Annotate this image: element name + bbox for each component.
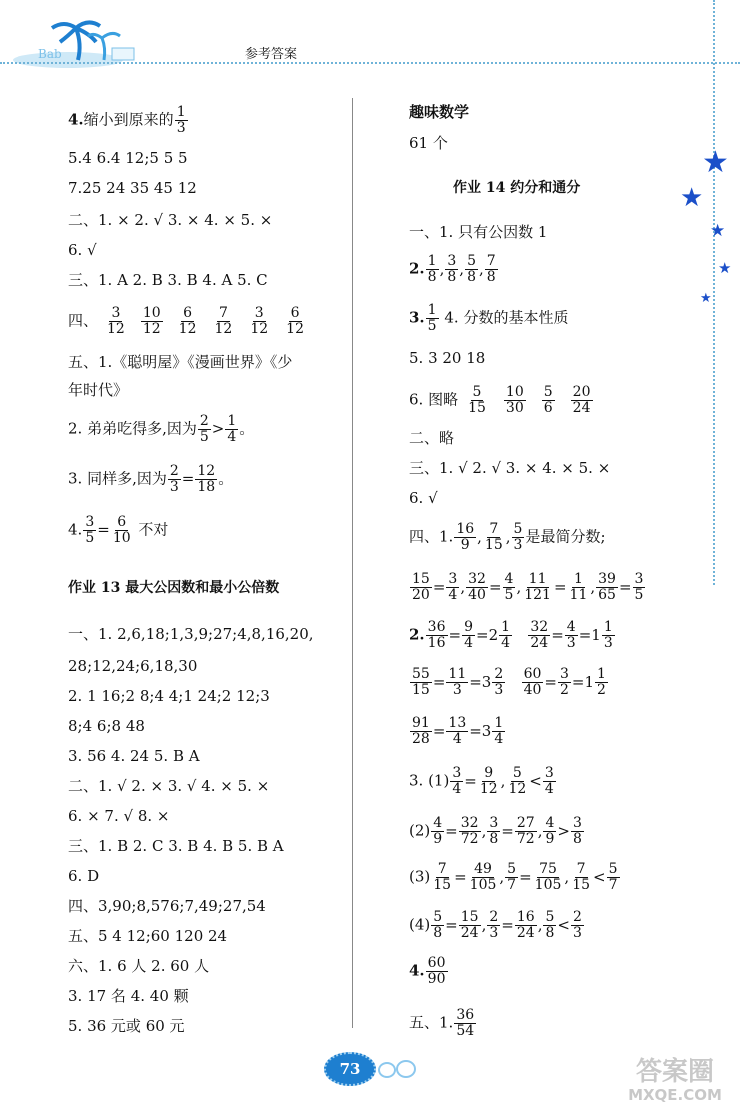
answer-line: 三、1. B 2. C 3. B 4. B 5. B A xyxy=(68,837,284,855)
answer-line: 4.缩小到原来的 $\frac{1}{3}$ xyxy=(68,104,186,136)
fraction: $\frac{10}{12}$ xyxy=(142,305,161,337)
answer-line: 5.4 6.4 12;5 5 5 xyxy=(68,149,188,167)
fraction: $\frac{5}{3}$ xyxy=(513,521,523,553)
fraction: $\frac{3}{5}$ xyxy=(634,571,644,603)
star-icon: ★ xyxy=(702,145,729,180)
watermark-url: MXQE.COM xyxy=(628,1086,722,1104)
svg-text:Bab: Bab xyxy=(38,47,62,61)
fraction: $\frac{3}{12}$ xyxy=(250,305,269,337)
fraction: $\frac{7}{15}$ xyxy=(572,861,591,893)
fraction: $\frac{6}{12}$ xyxy=(286,305,304,337)
answer-line: 四、3,90;8,576;7,49;27,54 xyxy=(68,897,266,915)
section-heading: 作业 13 最大公因数和最小公倍数 xyxy=(68,580,280,596)
answer-line: 一、1. 2,6,18;1,3,9;27;4,8,16,20, xyxy=(68,625,314,643)
fraction: $\frac{4}{9}$ xyxy=(545,815,555,847)
answer-line: 三、1. √ 2. √ 3. × 4. × 5. × xyxy=(409,459,611,477)
fraction: $\frac{16}{9}$ xyxy=(456,521,475,553)
fraction: $\frac{55}{15}$ xyxy=(412,666,430,698)
fraction: $\frac{9}{12}$ xyxy=(479,765,498,797)
fraction: $\frac{5}{8}$ xyxy=(433,909,443,941)
star-icon: ★ xyxy=(718,259,732,277)
fraction: $\frac{7}{15}$ xyxy=(433,861,452,893)
answer-line: 三、1. A 2. B 3. B 4. A 5. C xyxy=(68,271,268,289)
answer-line: 2. $\frac{1}{8}$ , $\frac{3}{8}$ , $\frac{5}{8}$ , $\frac{7}{8}$ xyxy=(409,253,496,285)
answer-line: 6. 图略 $\frac{5}{15}$ $\frac{10}{30}$ $\frac{5}{6}$ $\frac{20}{24}$ xyxy=(409,384,591,416)
fraction: $\frac{1}{4}$ xyxy=(494,715,504,747)
fraction: $\frac{15}{20}$ xyxy=(412,571,430,603)
fraction: $\frac{5}{6}$ xyxy=(543,384,553,416)
star-icon: ★ xyxy=(710,221,726,241)
fraction: $\frac{4}{3}$ xyxy=(566,619,576,651)
answer-line: 五、1. $\frac{36}{54}$ xyxy=(409,1007,475,1039)
answer-line: 2. 1 16;2 8;4 4;1 24;2 12;3 xyxy=(68,687,270,705)
fraction: $\frac{5}{12}$ xyxy=(508,765,527,797)
fraction: $\frac{11}{3}$ xyxy=(448,666,467,698)
answer-line: 3. $\frac{1}{5}$ 4. 分数的基本性质 xyxy=(409,302,569,334)
answer-line: (4) $\frac{5}{8}$ = $\frac{15}{24}$ , $\frac{2}{3}$ = $\frac{16}{24}$ , $\frac{5}{8}$ < $\frac{2}{3}$ xyxy=(409,909,582,941)
section-heading: 作业 14 约分和通分 xyxy=(453,180,581,196)
section-heading: 趣味数学 xyxy=(409,103,470,121)
answer-line: 4. $\frac{3}{5}$ = $\frac{6}{10}$ 不对 xyxy=(68,514,169,546)
answer-line: 四、 $\frac{3}{12}$ $\frac{10}{12}$ $\frac{6}{12}$ $\frac{7}{12}$ $\frac{3}{12}$ $\frac{6}{12}$ xyxy=(68,305,304,337)
star-icon: ★ xyxy=(700,291,712,306)
answer-line: 7.25 24 35 45 12 xyxy=(68,179,197,197)
answer-line: 3. 17 名 4. 40 颗 xyxy=(68,987,189,1005)
answer-line: 5. 36 元或 60 元 xyxy=(68,1017,185,1035)
fraction: $\frac{32}{72}$ xyxy=(460,815,479,847)
fraction: $\frac{1}{4}$ xyxy=(501,619,511,651)
answer-line: 6. √ xyxy=(68,241,97,259)
fraction: $\frac{36}{16}$ xyxy=(427,619,446,651)
answer-line: (3) $\frac{7}{15}$ = $\frac{49}{105}$ , $\frac{5}{7}$ = $\frac{75}{105}$ , $\frac{7}{15}$ < $\frac{5}{7}$ xyxy=(409,861,618,893)
answer-line: 8;4 6;8 48 xyxy=(68,717,145,735)
fraction: $\frac{32}{40}$ xyxy=(468,571,486,603)
fraction: $\frac{2}{3}$ xyxy=(489,909,499,941)
fraction: $\frac{5}{15}$ xyxy=(468,384,486,416)
fraction: $\frac{3}{4}$ xyxy=(544,765,554,797)
fraction: $\frac{11}{121}$ xyxy=(524,571,551,603)
fraction: $\frac{3}{4}$ xyxy=(448,571,458,603)
answer-line: 四、1. $\frac{16}{9}$ , $\frac{7}{15}$ , $\frac{5}{3}$ 是最简分数; xyxy=(409,521,606,553)
fraction: $\frac{3}{8}$ xyxy=(489,815,499,847)
answer-line: $\frac{55}{15}$ = $\frac{11}{3}$ =3 $\frac{2}{3}$ $\frac{60}{40}$ = $\frac{3}{2}$ =1 $\frac{1}{2}$ xyxy=(412,666,606,698)
star-icon: ★ xyxy=(680,183,704,213)
fraction: $\frac{2}{3}$ xyxy=(494,666,504,698)
answer-line: 五、5 4 12;60 120 24 xyxy=(68,927,228,945)
answer-line: 3. 56 4. 24 5. B A xyxy=(68,747,200,765)
fraction: $\frac{39}{65}$ xyxy=(598,571,616,603)
answer-line: 5. 3 20 18 xyxy=(409,349,486,367)
answer-line: 五、1.《聪明屋》《漫画世界》《少 xyxy=(68,353,293,371)
answer-line: 6. √ xyxy=(409,489,438,507)
fraction: $\frac{3}{12}$ xyxy=(107,305,125,337)
fraction: $\frac{1}{11}$ xyxy=(569,571,588,603)
answer-line: 6. × 7. √ 8. × xyxy=(68,807,170,825)
fraction: $\frac{20}{24}$ xyxy=(572,384,591,416)
answer-line: 二、1. √ 2. × 3. √ 4. × 5. × xyxy=(68,777,270,795)
answer-line: 2. 弟弟吃得多,因为 $\frac{2}{5}$ > $\frac{1}{4}$ 。 xyxy=(68,413,255,445)
fraction: $\frac{2}{3}$ xyxy=(572,909,582,941)
fraction: $\frac{5}{8}$ xyxy=(467,253,476,285)
answer-line: 28;12,24;6,18,30 xyxy=(68,657,198,675)
answer-line: 六、1. 6 人 2. 60 人 xyxy=(68,957,210,975)
fraction: $\frac{10}{30}$ xyxy=(505,384,524,416)
fraction: $\frac{13}{4}$ xyxy=(448,715,467,747)
header-rule xyxy=(0,62,740,64)
star-decoration xyxy=(680,145,740,315)
answer-line: 二、略 xyxy=(409,429,455,447)
fraction: $\frac{32}{24}$ xyxy=(530,619,549,651)
fraction: $\frac{16}{24}$ xyxy=(516,909,535,941)
answer-line: 2. $\frac{36}{16}$ = $\frac{9}{4}$ =2 $\frac{1}{4}$ $\frac{32}{24}$ = $\frac{4}{3}$ =1 $\frac{1}{3}$ xyxy=(409,619,613,651)
page-number: 73 xyxy=(339,1060,361,1078)
fraction: $\frac{7}{8}$ xyxy=(486,253,496,285)
answer-line: 6. D xyxy=(68,867,100,885)
fraction: $\frac{1}{3}$ xyxy=(603,619,613,651)
fraction: $\frac{6}{12}$ xyxy=(178,305,197,337)
answer-line: 年时代》 xyxy=(68,381,129,399)
answer-line: 3. (1) $\frac{3}{4}$ = $\frac{9}{12}$ , $\frac{5}{12}$ < $\frac{3}{4}$ xyxy=(409,765,554,797)
fraction: $\frac{27}{72}$ xyxy=(516,815,535,847)
page-header-title: 参考答案 xyxy=(245,47,298,62)
fraction: $\frac{3}{2}$ xyxy=(560,666,569,698)
bubble-decoration xyxy=(396,1060,416,1078)
answer-line: 3. 同样多,因为 $\frac{2}{3}$ = $\frac{12}{18}$ 。 xyxy=(68,463,234,495)
fraction: $\frac{4}{9}$ xyxy=(433,815,443,847)
watermark-title: 答案圈 xyxy=(635,1057,714,1087)
fraction: $\frac{3}{8}$ xyxy=(572,815,582,847)
answer-line: 一、1. 只有公因数 1 xyxy=(409,223,548,241)
fraction: $\frac{3}{8}$ xyxy=(447,253,457,285)
page-number-badge xyxy=(324,1052,376,1086)
fraction: $\frac{1}{8}$ xyxy=(427,253,437,285)
answer-line: 61 个 xyxy=(409,134,448,152)
bubble-decoration xyxy=(378,1062,396,1078)
fraction: $\frac{5}{8}$ xyxy=(545,909,555,941)
fraction: $\frac{1}{2}$ xyxy=(597,666,606,698)
answer-line: 二、1. × 2. √ 3. × 4. × 5. × xyxy=(68,211,273,229)
answer-line: 4. $\frac{60}{90}$ xyxy=(409,955,446,987)
fraction: $\frac{91}{28}$ xyxy=(412,715,430,747)
fraction: $\frac{9}{4}$ xyxy=(464,619,473,651)
fraction: $\frac{49}{105}$ xyxy=(469,861,497,893)
fraction: $\frac{60}{40}$ xyxy=(523,666,542,698)
watermark xyxy=(610,1058,740,1108)
fraction: $\frac{5}{7}$ xyxy=(608,861,618,893)
fraction: $\frac{7}{12}$ xyxy=(214,305,233,337)
answer-line: $\frac{91}{28}$ = $\frac{13}{4}$ =3 $\frac{1}{4}$ xyxy=(412,715,504,747)
fraction: $\frac{15}{24}$ xyxy=(460,909,479,941)
answer-line: $\frac{15}{20}$ = $\frac{3}{4}$ , $\frac{32}{40}$ = $\frac{4}{5}$ , $\frac{11}{121}$ = $\frac{1}{11}$ , $\frac{39}{65}$ = $\frac{3}{5}$ xyxy=(412,571,644,603)
fraction: $\frac{3}{4}$ xyxy=(452,765,462,797)
fraction: $\frac{7}{15}$ xyxy=(484,521,503,553)
answer-line: (2) $\frac{4}{9}$ = $\frac{32}{72}$ , $\frac{3}{8}$ = $\frac{27}{72}$ , $\frac{4}{9}$ > $\frac{3}{8}$ xyxy=(409,815,582,847)
fraction: $\frac{75}{105}$ xyxy=(534,861,562,893)
column-divider xyxy=(352,98,353,1028)
fraction: $\frac{5}{7}$ xyxy=(507,861,517,893)
fraction: $\frac{4}{5}$ xyxy=(504,571,514,603)
